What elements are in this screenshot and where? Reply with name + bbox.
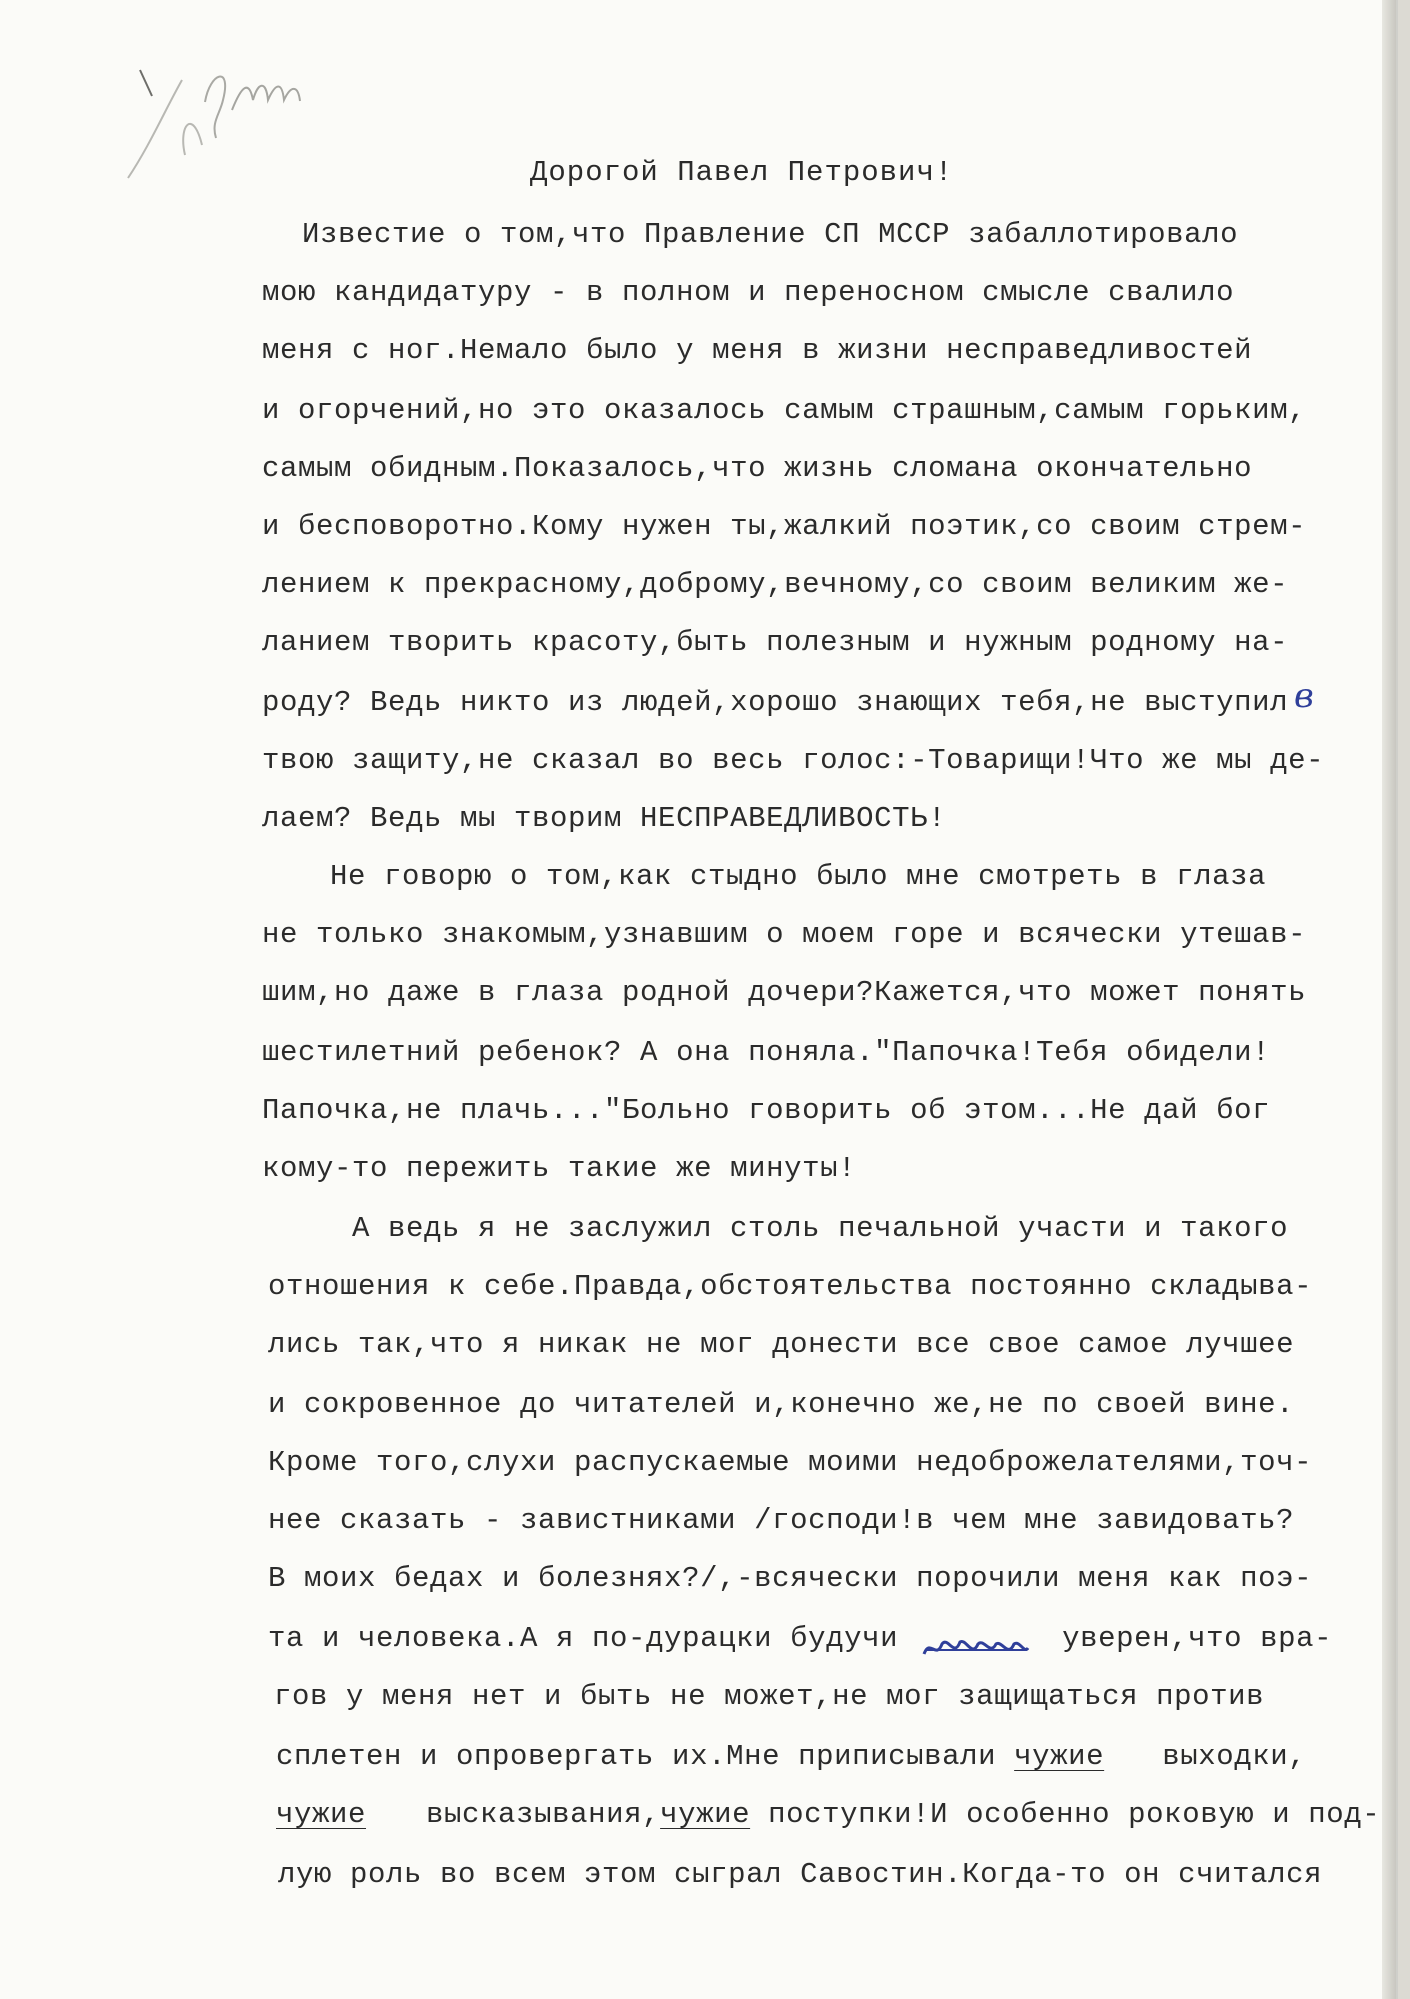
body-line-4: и огорчений,но это оказалось самым страшным,самым горьким, — [262, 394, 1307, 427]
body-line-19: отношения к себе.Правда,обстоятельства постоянно складыва- — [268, 1270, 1313, 1303]
body-line-21: и сокровенное до читателей и,конечно же,не по своей вине. — [268, 1388, 1295, 1421]
underlined-word: чужие — [276, 1798, 367, 1831]
body-line-7: лением к прекрасному,доброму,вечному,со своим великим же- — [262, 568, 1289, 601]
body-line-3: меня с ног.Немало было у меня в жизни несправедливостей — [262, 334, 1253, 367]
salutation: Дорогой Павел Петрович! — [530, 156, 954, 189]
body-line-1: Известие о том,что Правление СП МССР забаллотировало — [302, 218, 1239, 251]
body-line-10: твою защиту,не сказал во весь голос:-Товарищи!Что же мы де- — [262, 744, 1325, 777]
body-line-11: лаем? Ведь мы творим НЕСПРАВЕДЛИВОСТЬ! — [262, 802, 947, 835]
body-line-22: Кроме того,слухи распускаемые моими недоброжелателями,точ- — [268, 1446, 1313, 1479]
body-line-27 — [276, 1740, 1306, 1773]
body-line-8: ланием творить красоту,быть полезным и нужным родному на- — [262, 626, 1289, 659]
body-line-28-mid: высказывания, — [426, 1798, 661, 1831]
body-line-25-tail: уверен,что вра- — [1062, 1622, 1333, 1655]
body-line-12: Не говорю о том,как стыдно было мне смотреть в глаза — [330, 860, 1267, 893]
body-line-20: лись так,что я никак не мог донести все свое самое лучшее — [268, 1328, 1295, 1361]
body-line-5: самым обидным.Показалось,что жизнь сломана окончательно — [262, 452, 1253, 485]
handwritten-insert: в — [1294, 676, 1314, 716]
body-line-27-tail: выходки, — [1162, 1740, 1307, 1773]
underlined-word: чужие — [1014, 1740, 1105, 1773]
body-line-24: В моих бедах и болезнях?/,-всячески порочили меня как поэ- — [268, 1562, 1313, 1595]
body-line-27-head: сплетен и опровергать их.Мне приписывали — [276, 1740, 997, 1773]
body-line-13: не только знакомым,узнавшим о моем горе и всячески утешав- — [262, 918, 1307, 951]
body-line-14: шим,но даже в глаза родной дочери?Кажется,что может понять — [262, 976, 1307, 1009]
body-line-18: А ведь я не заслужил столь печальной участи и такого — [352, 1212, 1289, 1245]
pencil-signature-mark — [90, 30, 350, 180]
body-line-15: шестилетний ребенок? А она поняла."Папочка!Тебя обидели! — [262, 1036, 1271, 1069]
body-line-23: нее сказать - завистниками /господи!в чем мне завидовать? — [268, 1504, 1295, 1537]
body-line-25 — [268, 1622, 1332, 1655]
underlined-word: чужие — [660, 1798, 751, 1831]
body-line-6: и бесповоротно.Кому нужен ты,жалкий поэтик,со своим стрем- — [262, 510, 1307, 543]
body-line-9: роду? Ведь никто из людей,хорошо знающих тебя,не выступил — [262, 686, 1289, 719]
ink-scribble-strikeout — [920, 1632, 1032, 1664]
body-line-16: Папочка,не плачь..."Больно говорить об этом...Не дай бог — [262, 1094, 1271, 1127]
body-line-29: лую роль во всем этом сыграл Савостин.Когда-то он считался — [278, 1858, 1323, 1891]
body-line-26: гов у меня нет и быть не может,не мог защищаться против — [274, 1680, 1265, 1713]
body-line-17: кому-то пережить такие же минуты! — [262, 1152, 857, 1185]
body-line-28 — [276, 1798, 1380, 1831]
body-line-2: мою кандидатуру - в полном и переносном смысле свалило — [262, 276, 1235, 309]
body-line-25-head: та и человека.А я по-дурацки будучи — [268, 1622, 899, 1655]
body-line-28-tail: поступки!И особенно роковую и под- — [768, 1798, 1381, 1831]
page-edge — [1382, 0, 1396, 1999]
